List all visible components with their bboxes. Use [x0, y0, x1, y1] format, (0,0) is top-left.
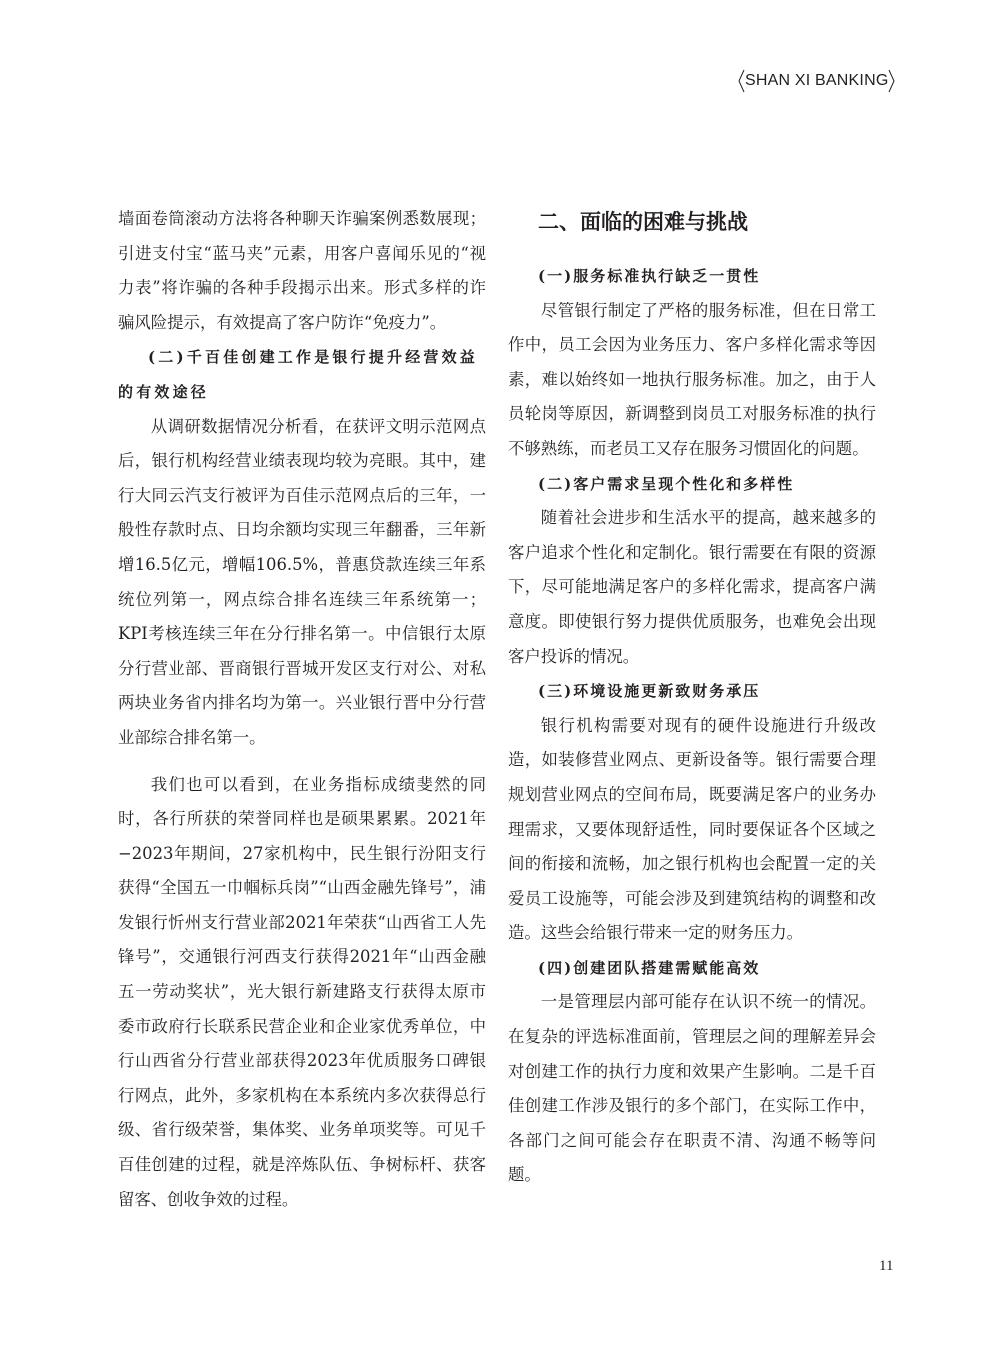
subheading: (二)千百佳创建工作是银行提升经营效益的有效途径 [118, 348, 478, 401]
page-number: 11 [879, 1258, 894, 1274]
left-bracket-icon [738, 69, 745, 93]
journal-header-tag [738, 68, 895, 94]
right-bracket-icon [888, 69, 895, 93]
paragraph: 墙面卷筒滚动方法将各种聊天诈骗案例悉数展现；引进支付宝“蓝马夹”元素，用客户喜闻乐见的“视力表”将诈骗的各种手段揭示出来。形式多样的诈骗风险提示，有效提高了客户防诈“免疫力”。 [118, 209, 486, 332]
section-title: 二、面临的困难与挑战 [538, 211, 748, 234]
paragraph: 银行机构需要对现有的硬件设施进行升级改造，如装修营业网点、更新设备等。银行需要合理规划营业网点的空间布局，既要满足客户的业务办理需求，又要体现舒适性，同时要保证各个区域之间的衔接和流畅，加之银行机构也会配置一定的关爱员工设施等，可能会涉及到建筑结构的调整和改造。这些会给银行带来一定的财务压力。 [508, 715, 876, 943]
paragraph: 尽管银行制定了严格的服务标准，但在日常工作中，员工会因为业务压力、客户多样化需求等因素，难以始终如一地执行服务标准。加之，由于人员轮岗等原因，新调整到岗员工对服务标准的执行不够熟练，而老员工又存在服务习惯固化的问题。 [508, 300, 876, 458]
subheading: (三)环境设施更新致财务承压 [538, 682, 761, 701]
paragraph: 我们也可以看到，在业务指标成绩斐然的同时，各行所获的荣誉同样也是硕果累累。2021年−2023年期间，27家机构中，民生银行汾阳支行获得“全国五一巾帼标兵岗”“山西金融先锋号”，浦发银行忻州支行营业部2021年荣获“山西省工人先锋号”，交通银行河西支行获得2021年“山西金融五一劳动奖状”，光大银行新建路支行获得太原市委市政府行长联系民营企业和企业家优秀单位，中行山西省分行营业部获得2023年优质服务口碑银行网点，此外，多家机构在本系统内多次获得总行级、省行级荣誉，集体奖、业务单项奖等。可见千百佳创建的过程，就是淬炼队伍、争树标杆、获客留客、创收争效的过程。 [118, 774, 486, 1209]
journal-name: SHAN XI BANKING [745, 72, 889, 89]
left-column [118, 202, 486, 1217]
subheading: (二)客户需求呈现个性化和多样性 [538, 474, 795, 493]
paragraph: 从调研数据情况分析看，在获评文明示范网点后，银行机构经营业绩表现均较为亮眼。其中，建行大同云汽支行被评为百佳示范网点后的三年，一般性存款时点、日均余额均实现三年翻番，三年新增16.5亿元，增幅106.5%，普惠贷款连续三年系统位列第一，网点综合排名连续三年系统第一；KPI考核连续三年在分行排名第一。中信银行太原分行营业部、晋商银行晋城开发区支行对公、对私两块业务省内排名均为第一。兴业银行晋中分行营业部综合排名第一。 [118, 416, 486, 747]
paragraph: 随着社会进步和生活水平的提高，越来越多的客户追求个性化和定制化。银行需要在有限的资源下，尽可能地满足客户的多样化需求，提高客户满意度。即使银行努力提供优质服务，也难免会出现客户投诉的情况。 [508, 508, 876, 666]
right-column [508, 202, 876, 1193]
subheading: (一)服务标准执行缺乏一贯性 [538, 267, 761, 285]
subheading: (四)创建团队搭建需赋能高效 [538, 958, 761, 977]
paragraph: 一是管理层内部可能存在认识不统一的情况。在复杂的评选标准面前，管理层之间的理解差异会对创建工作的执行力度和效果产生影响。二是千百佳创建工作涉及银行的多个部门，在实际工作中，各部门之间可能会存在职责不清、沟通不畅等问题。 [508, 992, 876, 1185]
